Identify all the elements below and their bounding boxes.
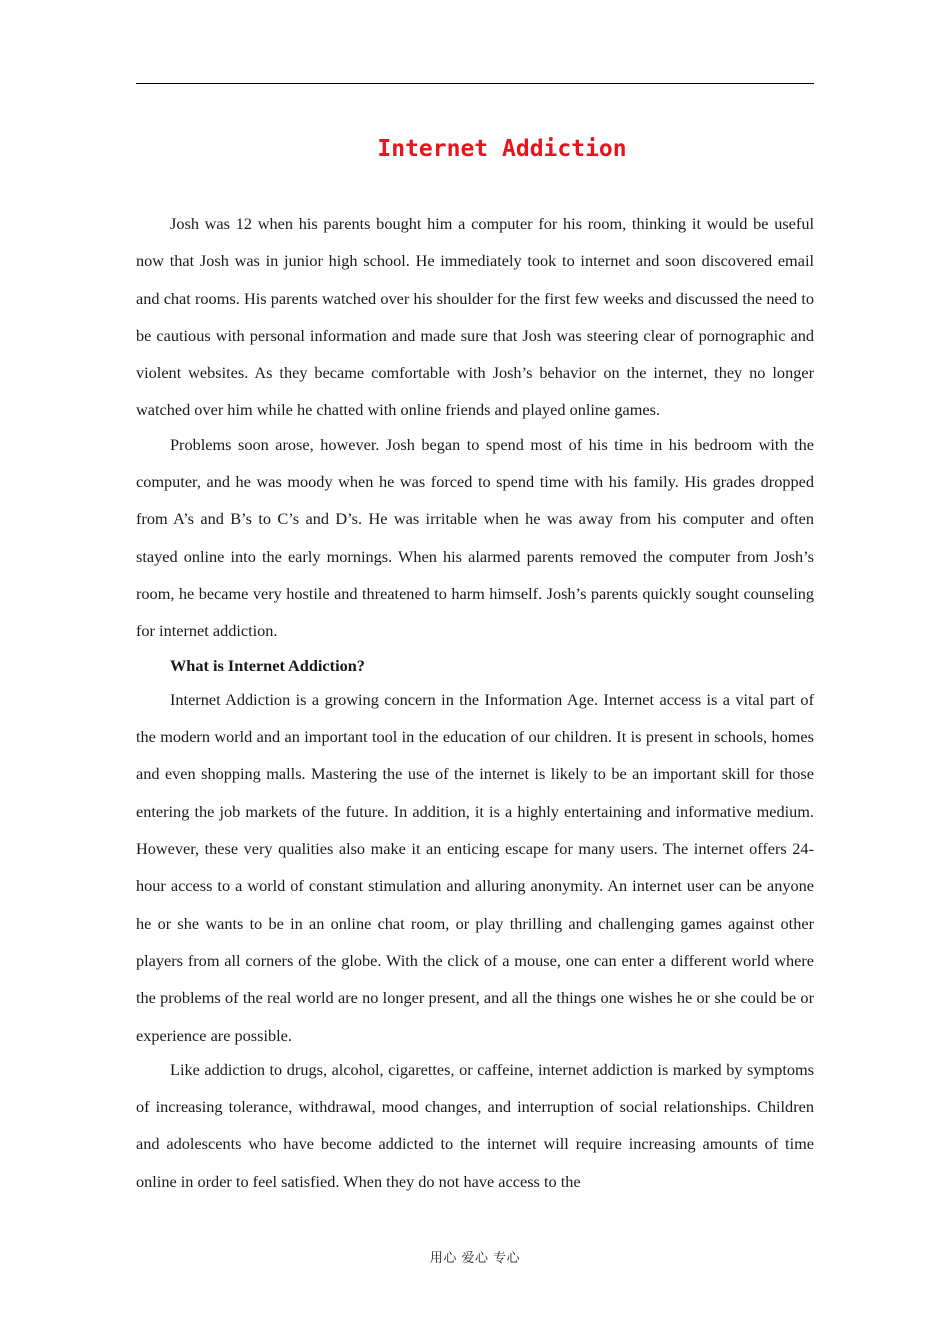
paragraph: Problems soon arose, however. Josh began to spend most of his time in his bedroom with the computer, and he was moody when he was forced to spend time with his family. His grades dropped from A’s and B’s to C’s and D’s. He was irritable when he was away from his computer and often stayed online into the early mornings. When his alarmed parents removed the computer from Josh’s room, he became very hostile and threatened to harm himself. Josh’s parents quickly sought counseling for internet addiction.: [136, 434, 814, 641]
paragraph: Like addiction to drugs, alcohol, cigarettes, or caffeine, internet addiction is marked by symptoms of increasing tolerance, withdrawal, mood changes, and interruption of social relationships. Children and adolescents who have become addicted to the internet will require increasing amounts of time online in order to feel satisfied. When they do not have access to the: [136, 1059, 814, 1191]
paragraph: Internet Addiction is a growing concern in the Information Age. Internet access is a vital part of the modern world and an important tool in the education of our children. It is present in schools, homes and even shopping malls. Mastering the use of the internet is likely to be an important skill for those entering the job markets of the future. In addition, it is a highly entertaining and informative medium. However, these very qualities also make it an enticing escape for many users. The internet offers 24-hour access to a world of constant stimulation and alluring anonymity. An internet user can be anyone he or she wants to be in an online chat room, or play thrilling and challenging games against other players from all corners of the globe. With the click of a mouse, one can enter a different world where the problems of the real world are no longer present, and all the things one wishes he or she could be or experience are possible.: [136, 689, 814, 1045]
page-title: Internet Addiction: [377, 136, 627, 162]
page-footer: 用心 爱心 专心: [429, 1251, 521, 1266]
article-body: [136, 205, 814, 1200]
section-heading: What is Internet Addiction?: [170, 655, 365, 675]
paragraph: Josh was 12 when his parents bought him a computer for his room, thinking it would be useful now that Josh was in junior high school. He immediately took to internet and soon discovered email and chat rooms. His parents watched over his shoulder for the first few weeks and discussed the need to be cautious with personal information and made sure that Josh was steering clear of pornographic and violent websites. As they became comfortable with Josh’s behavior on the internet, they no longer watched over him while he chatted with online friends and played online games.: [136, 214, 814, 420]
header-rule: [136, 83, 814, 84]
